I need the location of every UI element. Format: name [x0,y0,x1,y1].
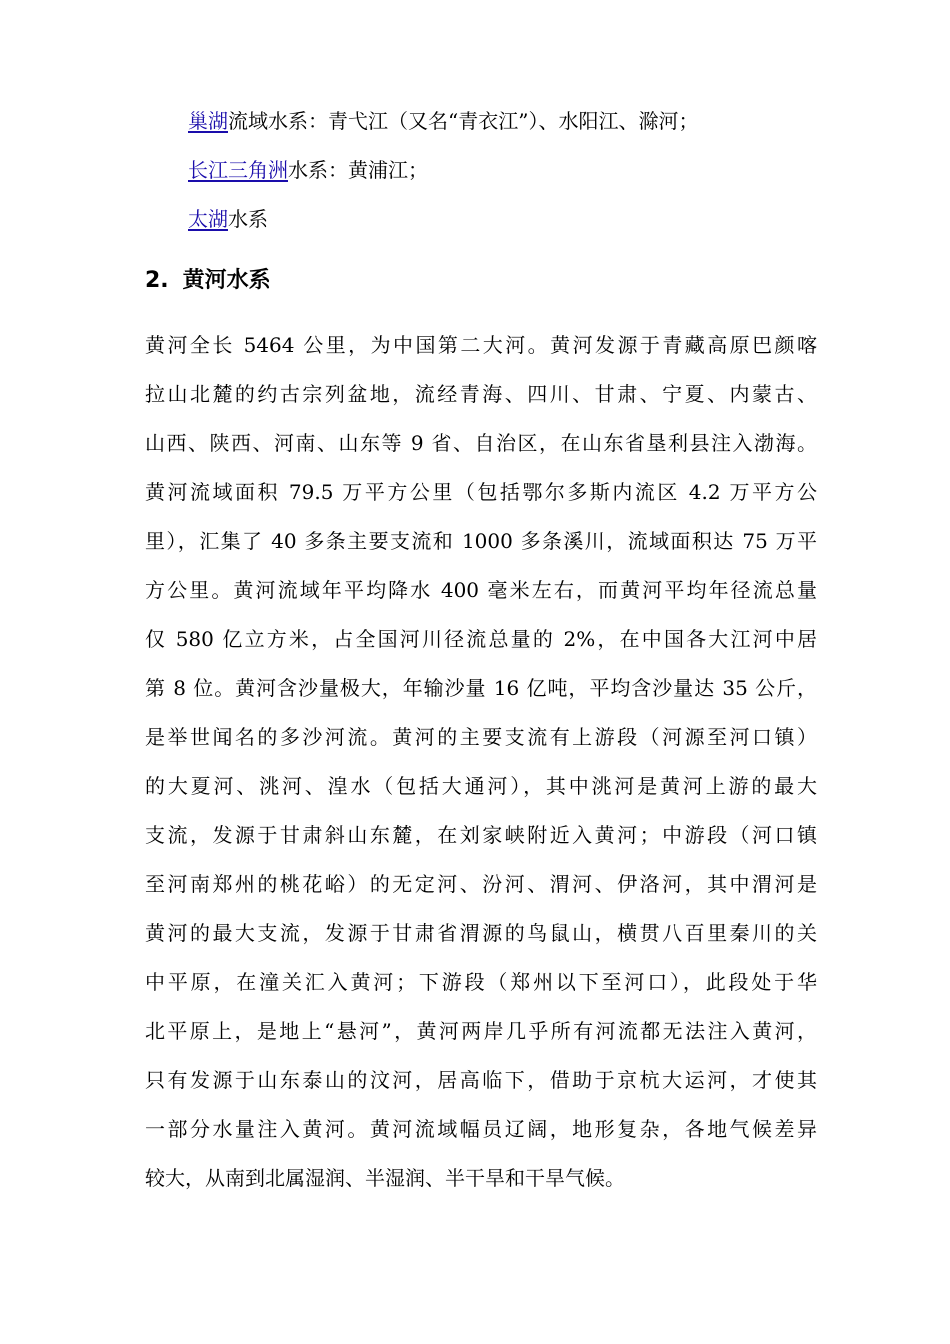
section-title: 黄河水系 [182,268,271,293]
water-system-line-taihu [188,204,268,234]
paragraph-line: 支流，发源于甘肃斜山东麓，在刘家峡附近入黄河；中游段（河口镇 [145,823,817,847]
paragraph-line: 北平原上，是地上“悬河”，黄河两岸几乎所有河流都无法注入黄河， [145,1019,817,1043]
paragraph-line: 黄河流域面积 79.5 万平方公里（包括鄂尔多斯内流区 4.2 万平方公 [145,480,817,504]
paragraph-line: 拉山北麓的约古宗列盆地，流经青海、四川、甘肃、宁夏、内蒙古、 [145,382,817,406]
taihu-link[interactable]: 太湖 [188,207,228,231]
paragraph-line: 仅 580 亿立方米，占全国河川径流总量的 2%，在中国各大江河中居 [145,627,817,651]
section-heading [145,265,271,297]
paragraph-line: 至河南郑州的桃花峪）的无定河、汾河、渭河、伊洛河，其中渭河是 [145,872,817,896]
paragraph-line: 山西、陕西、河南、山东等 9 省、自治区，在山东省垦利县注入渤海。 [145,431,817,455]
yangtze-delta-link[interactable]: 长江三角洲 [188,158,288,182]
paragraph-line: 是举世闻名的多沙河流。黄河的主要支流有上游段（河源至河口镇） [145,725,817,749]
paragraph-line: 中平原，在潼关汇入黄河；下游段（郑州以下至河口），此段处于华 [145,970,817,994]
paragraph-line: 黄河的最大支流，发源于甘肃省渭源的鸟鼠山，横贯八百里秦川的关 [145,921,817,945]
paragraph-line: 里），汇集了 40 多条主要支流和 1000 多条溪川，流域面积达 75 万平 [145,529,817,553]
paragraph-line: 方公里。黄河流域年平均降水 400 毫米左右，而黄河平均年径流总量 [145,578,817,602]
water-system-line-chaohu [188,106,698,136]
paragraph-line: 只有发源于山东泰山的汶河，居高临下，借助于京杭大运河，才使其 [145,1068,817,1092]
section-number: 2. [145,268,169,293]
paragraph-line: 第 8 位。黄河含沙量极大，年输沙量 16 亿吨，平均含沙量达 35 公斤， [145,676,817,700]
paragraph-line: 一部分水量注入黄河。黄河流域幅员辽阔，地形复杂，各地气候差异 [145,1117,817,1141]
water-system-line-yangtze-delta [188,155,428,185]
paragraph-line: 的大夏河、洮河、湟水（包括大通河），其中洮河是黄河上游的最大 [145,774,817,798]
yangtze-delta-description: 水系：黄浦江； [288,158,428,182]
chaohu-description: 流域水系：青弋江（又名“青衣江”）、水阳江、滁河； [228,109,699,133]
paragraph-line: 较大，从南到北属湿润、半湿润、半干旱和干旱气候。 [145,1166,625,1190]
taihu-description: 水系 [228,207,268,231]
chaohu-link[interactable]: 巢湖 [188,109,228,133]
paragraph-line: 黄河全长 5464 公里，为中国第二大河。黄河发源于青藏高原巴颜喀 [145,333,817,357]
